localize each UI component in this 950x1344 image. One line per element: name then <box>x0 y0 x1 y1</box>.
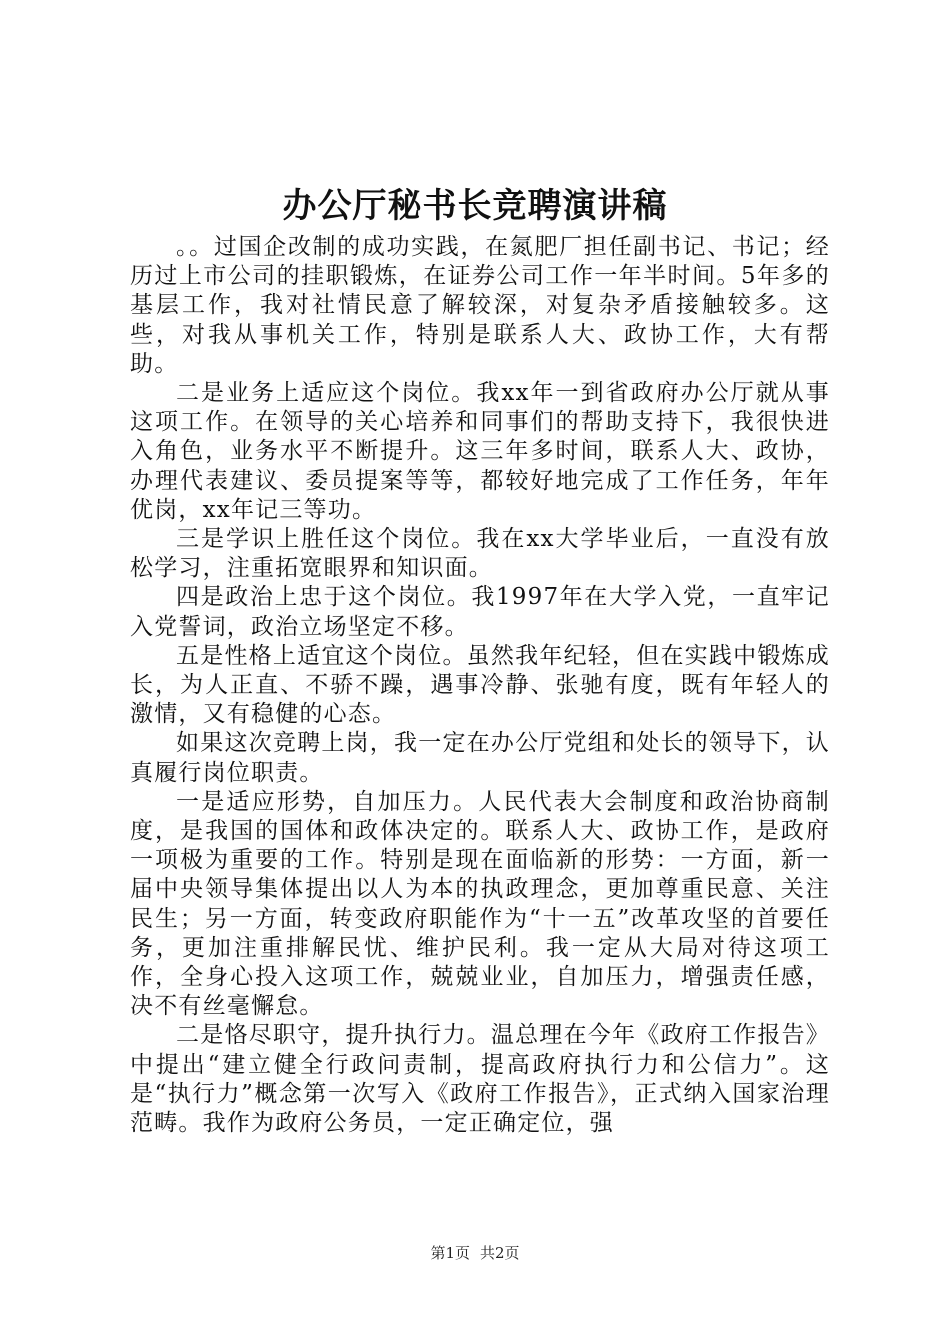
document-body <box>130 233 830 1138</box>
paragraph: 一是适应形势，自加压力。人民代表大会制度和政治协商制度，是我国的国体和政体决定的。联系人大、政协工作，是政府一项极为重要的工作。特别是现在面临新的形势：一方面，新一届中央领导集体提出以人为本的执政理念，更加尊重民意、关注民生；另一方面，转变政府职能作为“十一五”改革攻坚的首要任务，更加注重排解民忧、维护民利。我一定从大局对待这项工作，全身心投入这项工作，兢兢业业，自加压力，增强责任感，决不有丝毫懈怠。 <box>130 788 830 1020</box>
paragraph: 三是学识上胜任这个岗位。我在xx大学毕业后，一直没有放松学习，注重拓宽眼界和知识面。 <box>130 526 830 582</box>
paragraph: 。。过国企改制的成功实践，在氮肥厂担任副书记、书记；经历过上市公司的挂职锻炼，在证券公司工作一年半时间。5年多的基层工作，我对社情民意了解较深，对复杂矛盾接触较多。这些，对我从事机关工作，特别是联系人大、政协工作，大有帮助。 <box>130 234 830 377</box>
paragraph: 四是政治上忠于这个岗位。我1997年在大学入党，一直牢记入党誓词，政治立场坚定不移。 <box>130 584 830 640</box>
page-number-current: 第1页 <box>430 1244 470 1262</box>
paragraph: 二是恪尽职守，提升执行力。温总理在今年《政府工作报告》中提出“建立健全行政问责制，提高政府执行力和公信力”。这是“执行力”概念第一次写入《政府工作报告》，正式纳入国家治理范畴。我作为政府公务员，一定正确定位，强 <box>130 1022 830 1137</box>
paragraph: 二是业务上适应这个岗位。我xx年一到省政府办公厅就从事这项工作。在领导的关心培养和同事们的帮助支持下，我很快进入角色，业务水平不断提升。这三年多时间，联系人大、政协，办理代表建议、委员提案等等，都较好地完成了工作任务，年年优岗，xx年记三等功。 <box>130 380 830 523</box>
page-footer <box>0 1243 950 1263</box>
document-title: 办公厅秘书长竞聘演讲稿 <box>282 186 668 226</box>
paragraph: 五是性格上适宜这个岗位。虽然我年纪轻，但在实践中锻炼成长，为人正直、不骄不躁，遇事冷静、张驰有度，既有年轻人的激情，又有稳健的心态。 <box>130 642 830 728</box>
page-number-total: 共2页 <box>480 1244 520 1262</box>
paragraph: 如果这次竞聘上岗，我一定在办公厅党组和处长的领导下，认真履行岗位职责。 <box>130 730 830 786</box>
